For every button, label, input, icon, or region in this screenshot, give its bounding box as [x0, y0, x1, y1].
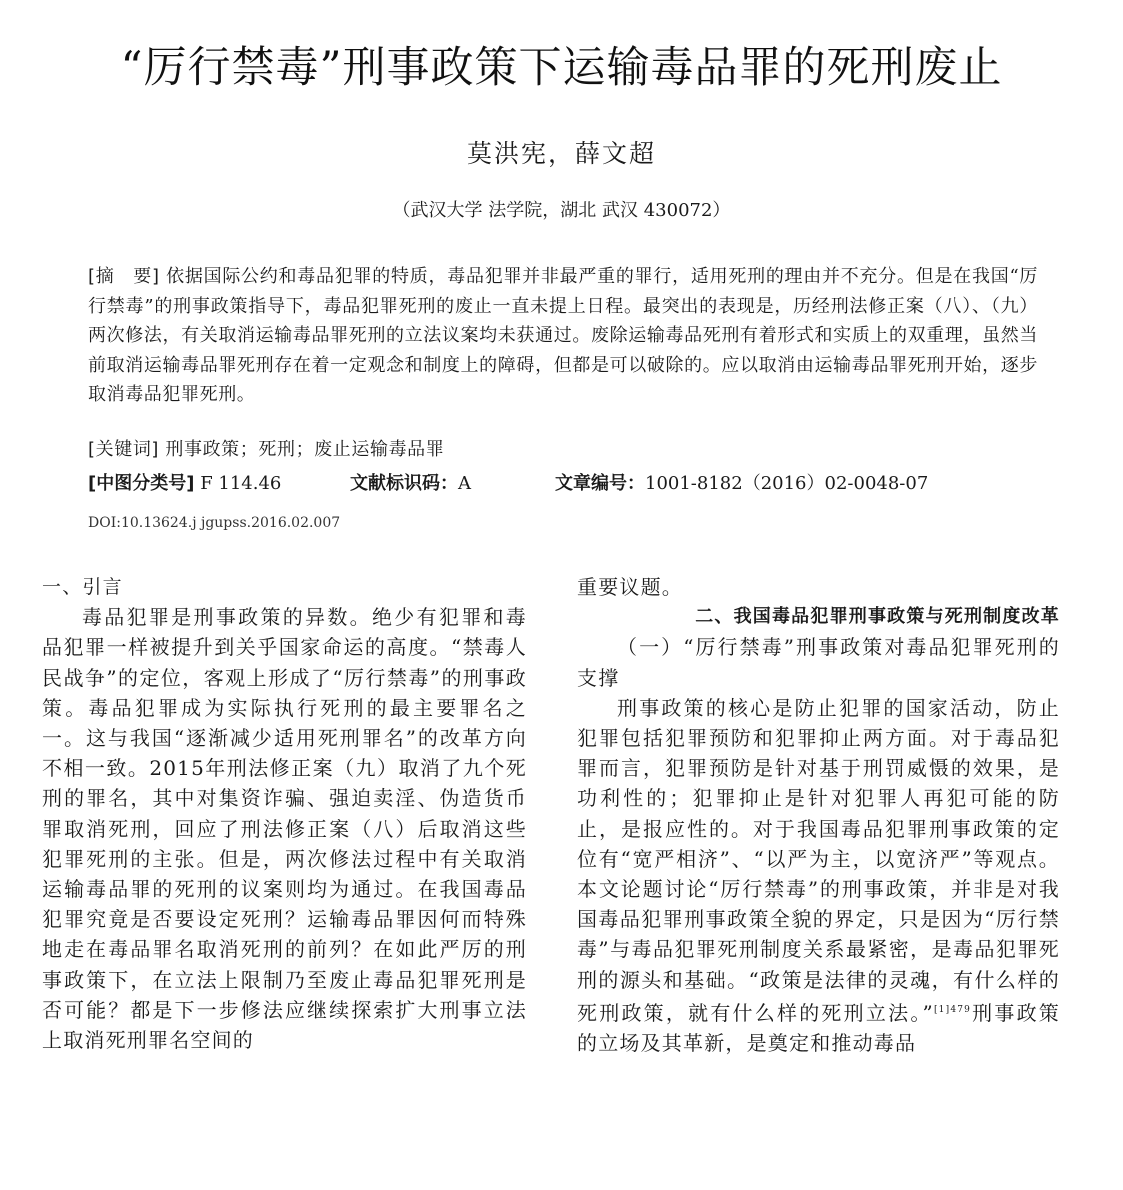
intro-paragraph: 毒品犯罪是刑事政策的异数。绝少有犯罪和毒品犯罪一样被提升到关乎国家命运的高度。“禁毒人民战争”的定位，客观上形成了“厉行禁毒”的刑事政策。毒品犯罪成为实际执行死刑的最主要罪名之一。这与我国“逐渐减少适用死刑罪名”的改革方向不相一致。2015年刑法修正案（九）取消了九个死刑的罪名，其中对集资诈骗、强迫卖淫、伪造货币罪取消死刑，回应了刑法修正案（八）后取消这些犯罪死刑的主张。但是，两次修法过程中有关取消运输毒品罪的死刑的议案则均为通过。在我国毒品犯罪究竟是否要设定死刑？运输毒品罪因何而特殊地走在毒品罪名取消死刑的前列？在如此严厉的刑事政策下，在立法上限制乃至废止毒品犯罪死刑是否可能？都是下一步修法应继续探索扩大刑事立法上取消死刑罪名空间的 — [42, 605, 527, 1053]
citation-mark: [1]479 — [933, 1004, 972, 1015]
section-heading-intro: 一、引言 — [42, 576, 123, 598]
continuation-text: 重要议题。 — [577, 575, 683, 599]
keywords-text: 刑事政策；死刑；废止运输毒品罪 — [165, 439, 445, 460]
abstract-text: 依据国际公约和毒品犯罪的特质，毒品犯罪并非最严重的罪行，适用死刑的理由并不充分。但是在我国“厉行禁毒”的刑事政策指导下，毒品犯罪死刑的废止一直未提上日程。最突出的表现是，历经刑法修正案（八）、（九）两次修法，有关取消运输毒品罪死刑的立法议案均未获通过。废除运输毒品死刑有着形式和实质上的双重理，虽然当前取消运输毒品罪死刑存在着一定观念和制度上的障碍，但都是可以破除的。应以取消由运输毒品罪死刑开始，逐步取消毒品犯罪死刑。 — [88, 266, 1039, 405]
doc-value: A — [458, 473, 471, 494]
subsection-heading: （一）“厉行禁毒”刑事政策对毒品犯罪死刑的支撑 — [577, 635, 1060, 690]
policy-paragraph — [577, 693, 1060, 1058]
body-column-right — [577, 572, 1060, 1058]
doi: DOI:10.13624.j jgupss.2016.02.007 — [88, 515, 341, 531]
paper-title: “厉行禁毒”刑事政策下运输毒品罪的死刑废止 — [120, 43, 1003, 93]
body-column-left — [42, 572, 527, 1055]
affiliation: （武汉大学 法学院，湖北 武汉 430072） — [392, 200, 731, 221]
keywords-label: [关键词] — [88, 439, 160, 460]
document-code — [350, 469, 555, 499]
clc-number — [88, 469, 350, 499]
doc-label: 文献标识码： — [350, 473, 458, 494]
classification-meta — [88, 469, 1048, 499]
policy-paragraph-text: 刑事政策的核心是防止犯罪的国家活动，防止犯罪包括犯罪预防和犯罪抑止两方面。对于毒品犯罪而言，犯罪预防是针对基于刑罚威慑的效果，是功利性的；犯罪抑止是针对犯罪人再犯可能的防止，是报应性的。对于我国毒品犯罪刑事政策的定位有“宽严相济”、“以严为主，以宽济严”等观点。本文论题讨论“厉行禁毒”的刑事政策，并非是对我国毒品犯罪刑事政策全貌的界定，只是因为“厉行禁毒”与毒品犯罪死刑制度关系最紧密，是毒品犯罪死刑的源头和基础。“政策是法律的灵魂，有什么样的死刑政策，就有什么样的死刑立法。” — [577, 695, 1060, 1025]
authors: 莫洪宪，薛文超 — [466, 139, 656, 168]
clc-label: [中图分类号] — [88, 473, 195, 494]
abstract — [88, 262, 1038, 410]
article-number — [555, 469, 928, 499]
article-label: 文章编号： — [555, 473, 645, 494]
keywords — [88, 435, 1038, 465]
article-value: 1001-8182（2016）02-0048-07 — [645, 473, 929, 494]
clc-value: F 114.46 — [200, 473, 282, 494]
section-heading-two: 二、我国毒品犯罪刑事政策与死刑制度改革 — [695, 606, 1060, 628]
policy-paragraph-tail: 刑事政策的立场及其革新，是奠定和推动毒品 — [577, 1000, 1060, 1056]
abstract-label: [摘 要] — [88, 266, 160, 287]
